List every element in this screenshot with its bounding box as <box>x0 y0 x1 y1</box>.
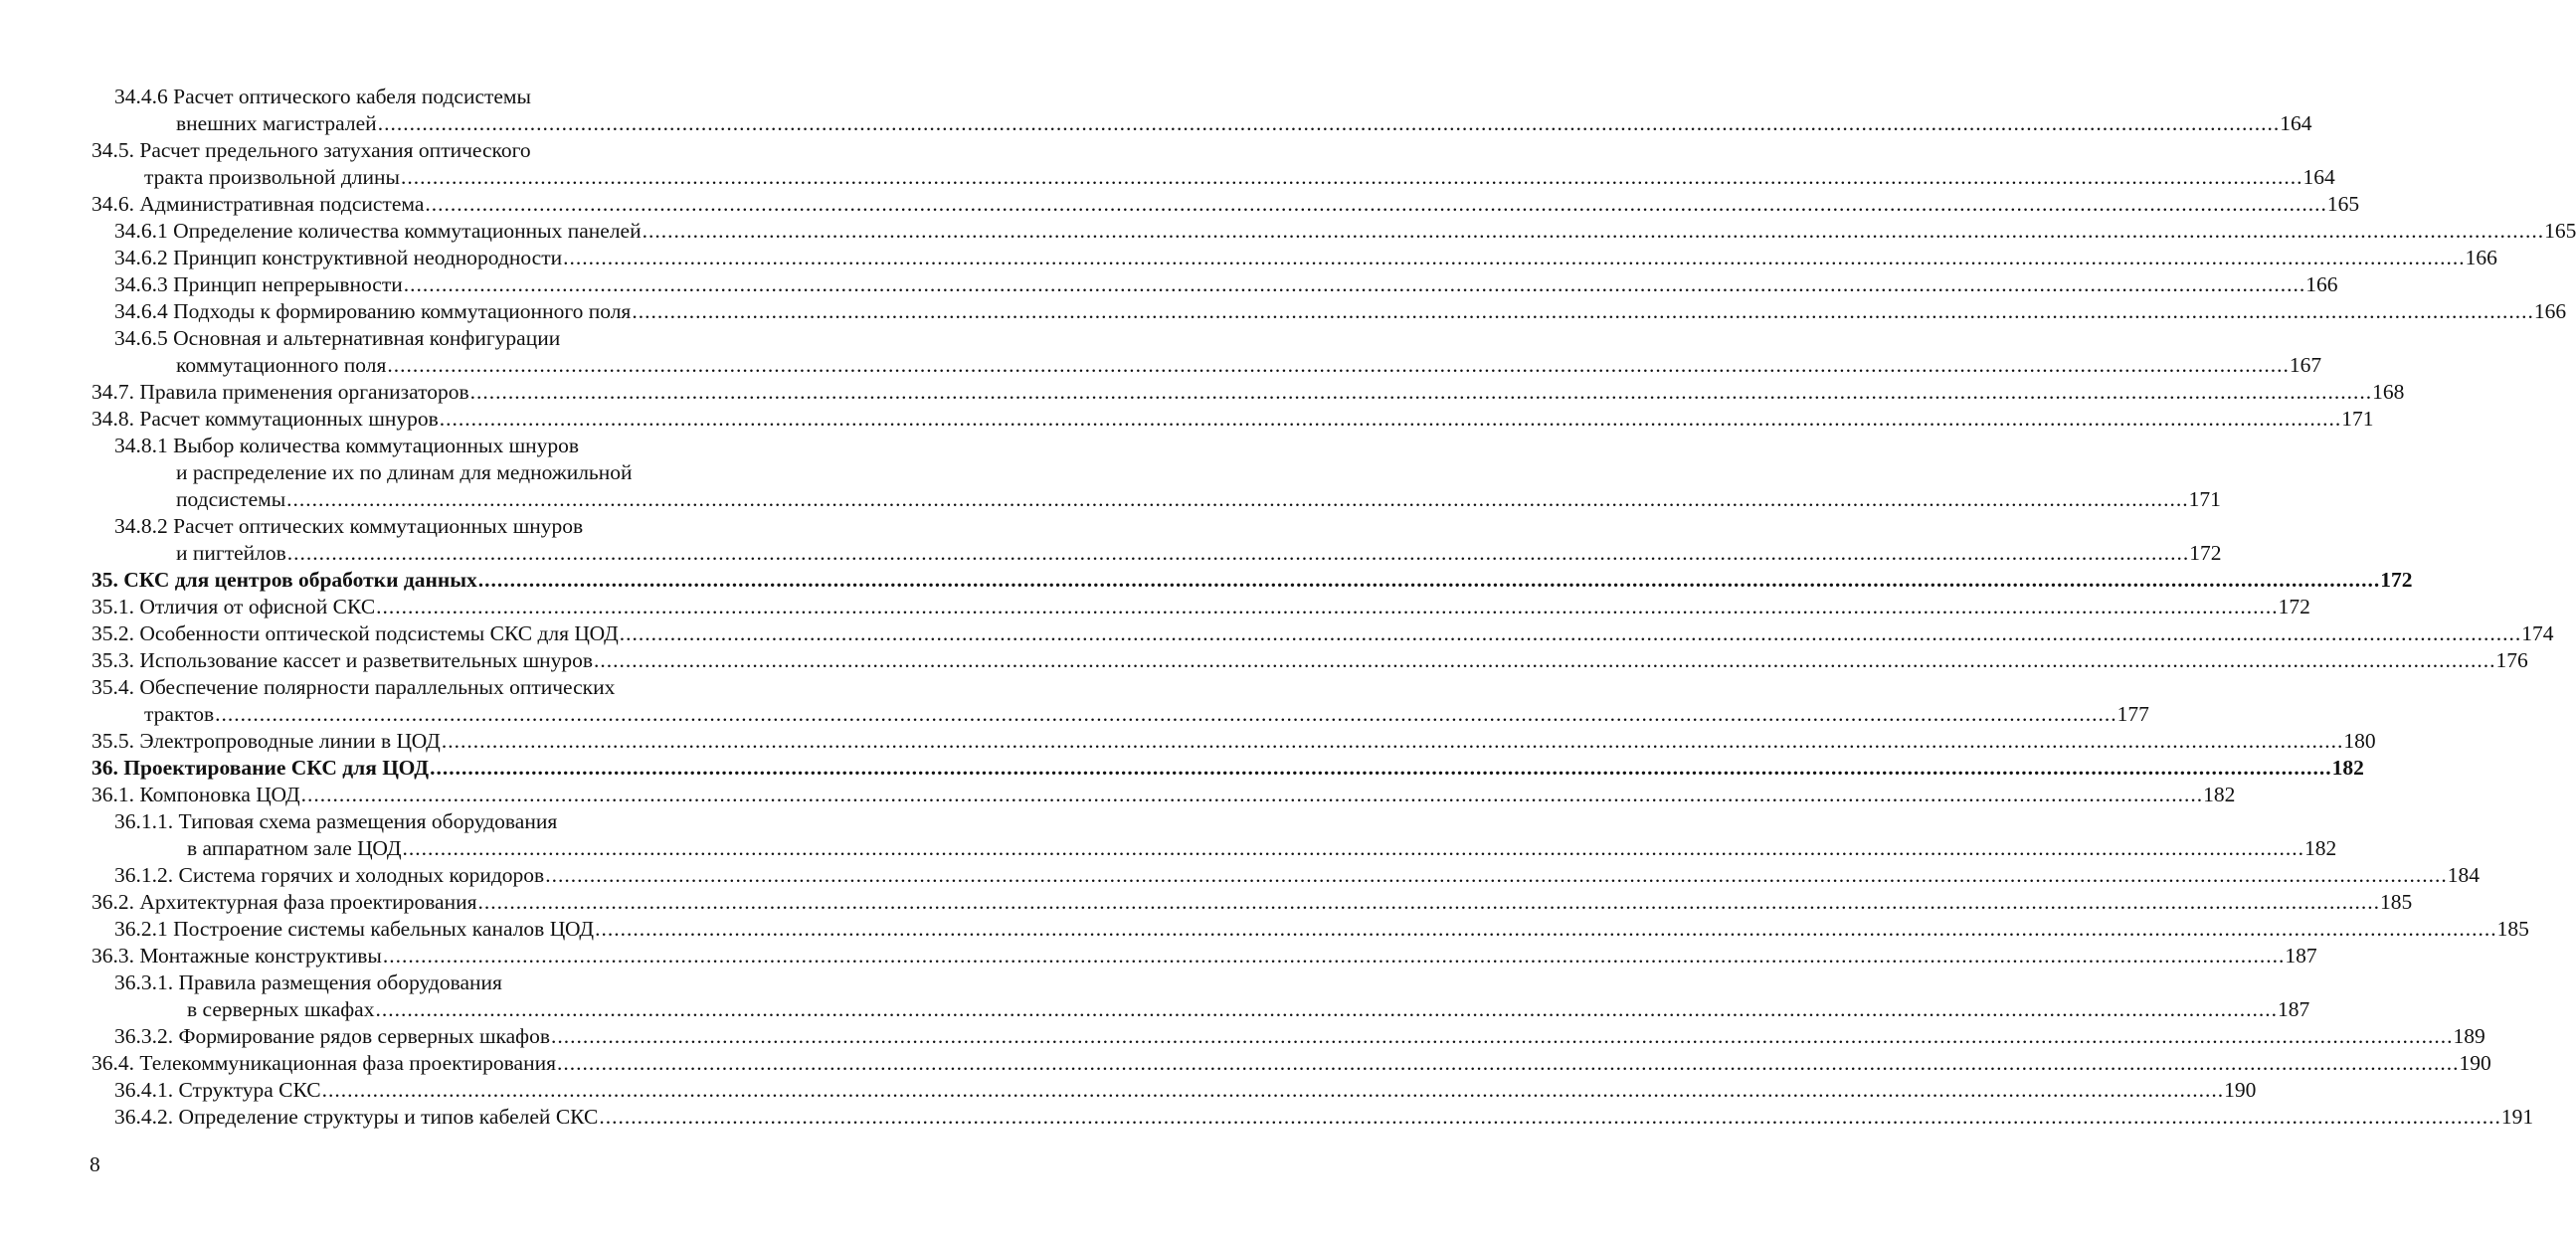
toc-leader-dots: ............................................................................................................................................................................................................................................................................................................ <box>599 1105 2501 1129</box>
toc-entry-page: 171 <box>2341 407 2374 431</box>
toc-entry-page: 166 <box>2533 299 2567 323</box>
toc-entry-page: 187 <box>2285 944 2317 968</box>
toc-entry-title: 36.2.1 Построение системы кабельных каналов ЦОД <box>114 917 595 941</box>
toc-entry <box>0 459 870 486</box>
toc-entry-title: 34.6.2 Принцип конструктивной неоднородности <box>114 246 563 269</box>
toc-entry-title: 34.6.4 Подходы к формированию коммутационного поля <box>114 299 632 323</box>
toc-entry-title: 34.8. Расчет коммутационных шнуров <box>92 407 439 431</box>
toc-entry-title: и распределение их по длинам для медножильной <box>176 460 633 484</box>
toc-entry-page: 167 <box>2289 353 2322 377</box>
toc-entry-title: 36.3.2. Формирование рядов серверных шкафов <box>114 1024 551 1048</box>
toc-entry <box>0 486 2221 513</box>
toc-entry <box>0 970 870 996</box>
toc-entry-title: 36. Проектирование СКС для ЦОД <box>92 756 430 780</box>
toc-entry <box>0 862 2480 889</box>
toc-entry-page: 177 <box>2116 702 2149 726</box>
toc-entry <box>0 406 2374 433</box>
toc-leader-dots: ............................................................................................................................................................................................................................................................................................................ <box>441 729 2344 753</box>
toc-entry <box>0 889 2413 916</box>
toc-entry-page: 174 <box>2521 621 2554 645</box>
toc-entry-page: 164 <box>2302 165 2335 189</box>
toc-entry-title: тракта произвольной длины <box>144 165 400 189</box>
toc-entry-page: 165 <box>2326 192 2360 216</box>
toc-entry-page: 172 <box>2189 541 2222 565</box>
toc-entry <box>0 325 870 352</box>
toc-entry <box>0 433 870 459</box>
toc-entry-title: в аппаратном зале ЦОД <box>187 836 402 860</box>
toc-entry <box>0 1077 2257 1104</box>
toc-entry-title: коммутационного поля <box>176 353 387 377</box>
toc-entry <box>0 137 870 164</box>
toc-leader-dots: ............................................................................................................................................................................................................................................................................................................ <box>300 783 2204 806</box>
toc-leader-dots: ............................................................................................................................................................................................................................................................................................................ <box>430 756 2332 780</box>
toc-entry-page: 191 <box>2500 1105 2534 1129</box>
toc-leader-dots: ............................................................................................................................................................................................................................................................................................................ <box>321 1078 2225 1102</box>
toc-entry-page: 182 <box>2304 836 2337 860</box>
toc-entry <box>0 110 2312 137</box>
toc-entry <box>0 782 2236 808</box>
toc-entry-page: 165 <box>2544 219 2576 243</box>
toc-leader-dots: ............................................................................................................................................................................................................................................................................................................ <box>382 944 2286 968</box>
toc-leader-dots: ............................................................................................................................................................................................................................................................................................................ <box>402 836 2305 860</box>
toc-entry-title: 36.1. Компоновка ЦОД <box>92 783 300 806</box>
toc-entry-title: 34.6. Административная подсистема <box>92 192 425 216</box>
toc-entry <box>0 298 2567 325</box>
toc-entry <box>0 1023 2485 1050</box>
toc-entry <box>0 594 2310 620</box>
toc-entry-title: 34.8.1 Выбор количества коммутационных шнуров <box>114 434 580 457</box>
toc-entry-title: внешних магистралей <box>176 111 377 135</box>
toc-entry-page: 168 <box>2372 380 2405 404</box>
toc-leader-dots: ............................................................................................................................................................................................................................................................................................................ <box>563 246 2466 269</box>
toc-entry <box>0 674 870 701</box>
toc-entry-page: 172 <box>2278 595 2310 618</box>
toc-entry-title: 36.2. Архитектурная фаза проектирования <box>92 890 477 914</box>
toc-entry-title: трактов <box>144 702 215 726</box>
toc-entry-page: 182 <box>2203 783 2236 806</box>
toc-entry-title: 36.4.2. Определение структуры и типов кабелей СКС <box>114 1105 599 1129</box>
toc-leader-dots: ............................................................................................................................................................................................................................................................................................................ <box>632 299 2534 323</box>
toc-entry <box>0 191 2360 218</box>
toc-leader-dots: ............................................................................................................................................................................................................................................................................................................ <box>425 192 2327 216</box>
toc-leader-dots: ............................................................................................................................................................................................................................................................................................................ <box>403 272 2306 296</box>
toc-leader-dots: ............................................................................................................................................................................................................................................................................................................ <box>400 165 2303 189</box>
toc-entry-page: 180 <box>2343 729 2376 753</box>
toc-entry-page: 172 <box>2380 568 2413 592</box>
toc-entry-title: 34.5. Расчет предельного затухания оптического <box>92 138 531 162</box>
toc-entry <box>0 996 2310 1023</box>
toc-entry <box>0 808 870 835</box>
toc-entry-title: 36.3.1. Правила размещения оборудования <box>114 970 502 994</box>
toc-leader-dots: ............................................................................................................................................................................................................................................................................................................ <box>594 648 2496 672</box>
toc-leader-dots: ............................................................................................................................................................................................................................................................................................................ <box>286 541 2190 565</box>
toc-leader-dots: ............................................................................................................................................................................................................................................................................................................ <box>545 863 2448 887</box>
toc-leader-dots: ............................................................................................................................................................................................................................................................................................................ <box>551 1024 2454 1048</box>
toc-entry-page: 189 <box>2453 1024 2485 1048</box>
toc-entry-title: 35.5. Электропроводные линии в ЦОД <box>92 729 441 753</box>
toc-leader-dots: ............................................................................................................................................................................................................................................................................................................ <box>376 595 2279 618</box>
toc-entry <box>0 379 2405 406</box>
toc-entry-title: 36.4. Телекоммуникационная фаза проектирования <box>92 1051 556 1075</box>
toc-entry <box>0 567 2413 594</box>
toc-leader-dots: ............................................................................................................................................................................................................................................................................................................ <box>215 702 2117 726</box>
toc-entry <box>0 916 2529 943</box>
toc-leader-dots: ............................................................................................................................................................................................................................................................................................................ <box>642 219 2545 243</box>
toc-leader-dots: ............................................................................................................................................................................................................................................................................................................ <box>375 997 2278 1021</box>
toc-entry-page: 185 <box>2496 917 2529 941</box>
toc-entry-title: 36.1.2. Система горячих и холодных коридоров <box>114 863 545 887</box>
toc-entry-title: 34.6.5 Основная и альтернативная конфигурации <box>114 326 561 350</box>
toc-entry <box>0 84 870 110</box>
toc-entry-page: 164 <box>2280 111 2312 135</box>
toc-entry-title: 34.6.3 Принцип непрерывности <box>114 272 403 296</box>
toc-entry-title: 34.4.6 Расчет оптического кабеля подсистемы <box>114 85 531 108</box>
toc-entry-title: 35. СКС для центров обработки данных <box>92 568 477 592</box>
page-number: 8 <box>90 1152 100 1176</box>
toc-leader-dots: ............................................................................................................................................................................................................................................................................................................ <box>387 353 2290 377</box>
toc-entry-title: 35.2. Особенности оптической подсистемы СКС для ЦОД <box>92 621 619 645</box>
toc-entry-page: 166 <box>2305 272 2338 296</box>
toc-entry-title: 34.6.1 Определение количества коммутационных панелей <box>114 219 642 243</box>
toc-entry <box>0 647 2528 674</box>
toc-entry-title: подсистемы <box>176 487 286 511</box>
table-of-contents <box>0 84 2576 1131</box>
toc-entry <box>0 218 2576 245</box>
toc-entry <box>0 620 2554 647</box>
toc-entry <box>0 164 2335 191</box>
toc-entry <box>0 835 2337 862</box>
toc-leader-dots: ............................................................................................................................................................................................................................................................................................................ <box>557 1051 2460 1075</box>
toc-entry <box>0 728 2376 755</box>
toc-entry-page: 171 <box>2188 487 2221 511</box>
toc-leader-dots: ............................................................................................................................................................................................................................................................................................................ <box>477 568 2381 592</box>
toc-entry <box>0 245 2497 271</box>
toc-entry <box>0 755 2364 782</box>
toc-entry <box>0 352 2322 379</box>
toc-leader-dots: ............................................................................................................................................................................................................................................................................................................ <box>619 621 2522 645</box>
toc-entry-page: 190 <box>2224 1078 2257 1102</box>
toc-entry-title: 36.4.1. Структура СКС <box>114 1078 321 1102</box>
toc-entry <box>0 943 2317 970</box>
toc-entry-title: 34.8.2 Расчет оптических коммутационных шнуров <box>114 514 584 538</box>
toc-entry-page: 182 <box>2331 756 2364 780</box>
toc-leader-dots: ............................................................................................................................................................................................................................................................................................................ <box>595 917 2497 941</box>
toc-entry <box>0 1050 2491 1077</box>
toc-entry-title: 35.1. Отличия от офисной СКС <box>92 595 376 618</box>
toc-entry-page: 166 <box>2465 246 2497 269</box>
toc-entry-title: 36.3. Монтажные конструктивы <box>92 944 382 968</box>
toc-entry-page: 185 <box>2380 890 2413 914</box>
toc-entry-title: 34.7. Правила применения организаторов <box>92 380 469 404</box>
toc-leader-dots: ............................................................................................................................................................................................................................................................................................................ <box>477 890 2381 914</box>
toc-entry-title: 35.3. Использование кассет и разветвительных шнуров <box>92 648 594 672</box>
toc-entry <box>0 701 2149 728</box>
toc-entry-page: 184 <box>2447 863 2480 887</box>
toc-entry-page: 190 <box>2459 1051 2491 1075</box>
toc-entry-title: в серверных шкафах <box>187 997 375 1021</box>
toc-leader-dots: ............................................................................................................................................................................................................................................................................................................ <box>469 380 2373 404</box>
toc-leader-dots: ............................................................................................................................................................................................................................................................................................................ <box>439 407 2342 431</box>
toc-entry <box>0 540 2222 567</box>
toc-entry-title: и пигтейлов <box>176 541 286 565</box>
toc-entry-page: 187 <box>2277 997 2310 1021</box>
toc-leader-dots: ............................................................................................................................................................................................................................................................................................................ <box>377 111 2281 135</box>
toc-entry-title: 36.1.1. Типовая схема размещения оборудования <box>114 809 558 833</box>
toc-entry <box>0 271 2338 298</box>
toc-entry <box>0 1104 2534 1131</box>
toc-entry-page: 176 <box>2495 648 2528 672</box>
toc-entry-title: 35.4. Обеспечение полярности параллельных оптических <box>92 675 616 699</box>
toc-entry <box>0 513 870 540</box>
toc-leader-dots: ............................................................................................................................................................................................................................................................................................................ <box>286 487 2189 511</box>
